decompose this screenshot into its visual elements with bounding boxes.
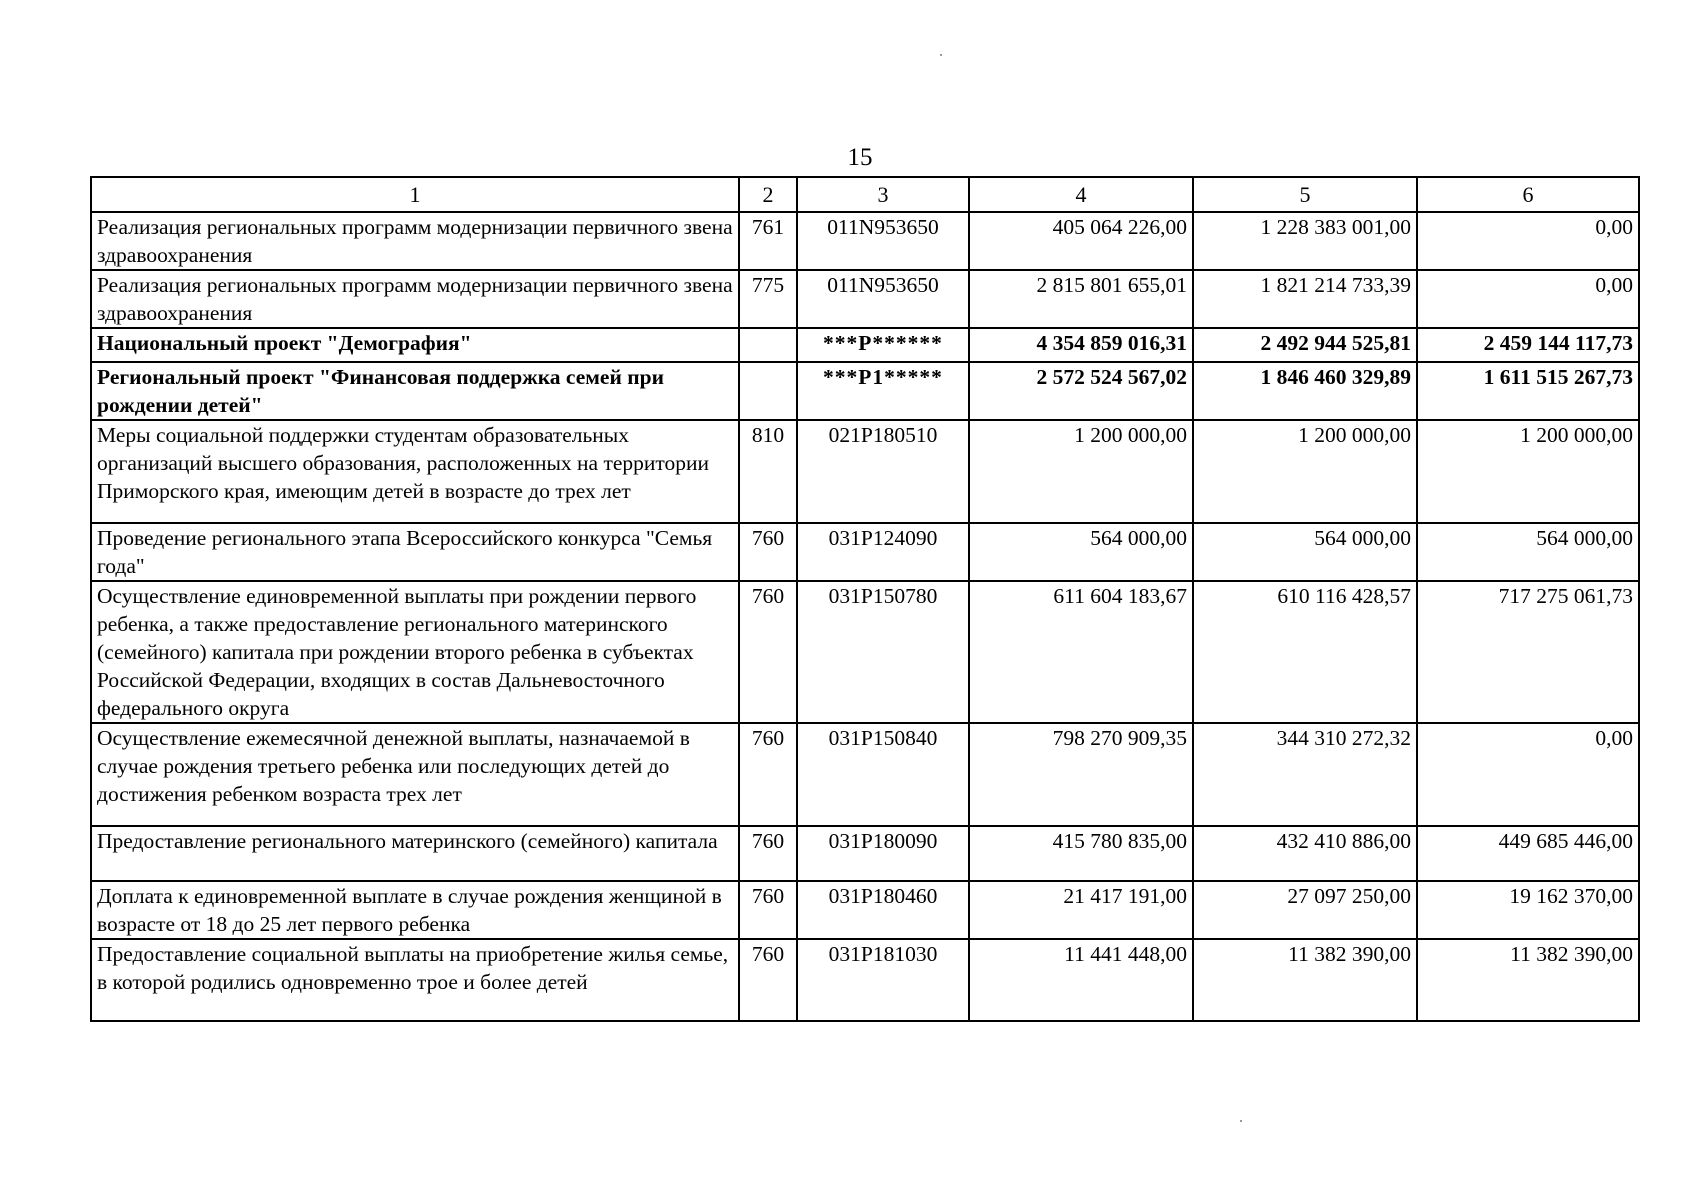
row-name-cell: Реализация региональных программ модернизации первичного звена здравоохранения	[91, 270, 739, 328]
row-amount-col6-cell: 449 685 446,00	[1417, 826, 1639, 881]
page-number: 15	[847, 144, 873, 171]
row-amount-col6-cell: 11 382 390,00	[1417, 939, 1639, 1021]
row-amount-col4-cell: 4 354 859 016,31	[969, 328, 1193, 362]
table-row	[91, 212, 1639, 270]
row-amount-col6-cell: 1 611 515 267,73	[1417, 362, 1639, 420]
row-name-cell: Предоставление регионального материнского (семейного) капитала	[91, 826, 739, 881]
table-body	[91, 177, 1639, 1021]
row-name-cell: Региональный проект "Финансовая поддержка семей при рождении детей"	[91, 362, 739, 420]
table-row	[91, 270, 1639, 328]
row-target-code-cell: 031P150780	[797, 581, 969, 723]
row-amount-col6-cell: 0,00	[1417, 270, 1639, 328]
row-amount-col5-cell: 27 097 250,00	[1193, 881, 1417, 939]
column-header-3: 3	[797, 177, 969, 212]
row-amount-col4-cell: 611 604 183,67	[969, 581, 1193, 723]
column-header-4: 4	[969, 177, 1193, 212]
row-name-cell: Предоставление социальной выплаты на приобретение жилья семье, в которой родились одновременно трое и более детей	[91, 939, 739, 1021]
row-name-cell: Меры социальной поддержки студентам образовательных организаций высшего образования, расположенных на территории Приморского края, имеющим детей в возрасте до трех лет	[91, 420, 739, 523]
row-amount-col5-cell: 1 846 460 329,89	[1193, 362, 1417, 420]
column-header-2: 2	[739, 177, 797, 212]
row-target-code-cell: 031P181030	[797, 939, 969, 1021]
table-row	[91, 826, 1639, 881]
table-row	[91, 328, 1639, 362]
row-target-code-cell: 011N953650	[797, 270, 969, 328]
column-header-6: 6	[1417, 177, 1639, 212]
table-row	[91, 523, 1639, 581]
scan-speck	[1240, 1120, 1242, 1122]
row-org-code-cell: 775	[739, 270, 797, 328]
row-org-code-cell: 760	[739, 523, 797, 581]
row-name-cell: Доплата к единовременной выплате в случае рождения женщиной в возрасте от 18 до 25 лет первого ребенка	[91, 881, 739, 939]
row-org-code-cell: 761	[739, 212, 797, 270]
table-row	[91, 420, 1639, 523]
row-amount-col6-cell: 564 000,00	[1417, 523, 1639, 581]
row-amount-col4-cell: 11 441 448,00	[969, 939, 1193, 1021]
row-org-code-cell: 760	[739, 939, 797, 1021]
row-amount-col5-cell: 432 410 886,00	[1193, 826, 1417, 881]
row-amount-col4-cell: 2 572 524 567,02	[969, 362, 1193, 420]
column-header-5: 5	[1193, 177, 1417, 212]
row-amount-col6-cell: 0,00	[1417, 723, 1639, 826]
row-org-code-cell	[739, 328, 797, 362]
table-row	[91, 581, 1639, 723]
scan-speck	[940, 54, 942, 56]
row-amount-col5-cell: 1 228 383 001,00	[1193, 212, 1417, 270]
row-amount-col5-cell: 1 821 214 733,39	[1193, 270, 1417, 328]
row-org-code-cell: 760	[739, 581, 797, 723]
row-amount-col6-cell: 1 200 000,00	[1417, 420, 1639, 523]
row-amount-col5-cell: 1 200 000,00	[1193, 420, 1417, 523]
row-amount-col4-cell: 21 417 191,00	[969, 881, 1193, 939]
row-amount-col6-cell: 2 459 144 117,73	[1417, 328, 1639, 362]
row-org-code-cell: 760	[739, 723, 797, 826]
row-name-cell: Национальный проект "Демография"	[91, 328, 739, 362]
row-target-code-cell: 031P180460	[797, 881, 969, 939]
row-amount-col6-cell: 717 275 061,73	[1417, 581, 1639, 723]
row-name-cell: Осуществление ежемесячной денежной выплаты, назначаемой в случае рождения третьего ребенка или последующих детей до достижения ребенком возраста трех лет	[91, 723, 739, 826]
row-amount-col5-cell: 564 000,00	[1193, 523, 1417, 581]
row-amount-col4-cell: 2 815 801 655,01	[969, 270, 1193, 328]
table-row	[91, 362, 1639, 420]
row-amount-col6-cell: 19 162 370,00	[1417, 881, 1639, 939]
row-name-cell: Реализация региональных программ модернизации первичного звена здравоохранения	[91, 212, 739, 270]
row-name-cell: Проведение регионального этапа Всероссийского конкурса "Семья года"	[91, 523, 739, 581]
row-amount-col4-cell: 798 270 909,35	[969, 723, 1193, 826]
row-org-code-cell	[739, 362, 797, 420]
row-amount-col5-cell: 610 116 428,57	[1193, 581, 1417, 723]
row-amount-col5-cell: 11 382 390,00	[1193, 939, 1417, 1021]
row-amount-col5-cell: 2 492 944 525,81	[1193, 328, 1417, 362]
row-amount-col4-cell: 405 064 226,00	[969, 212, 1193, 270]
row-amount-col4-cell: 564 000,00	[969, 523, 1193, 581]
row-target-code-cell: 021P180510	[797, 420, 969, 523]
row-amount-col4-cell: 1 200 000,00	[969, 420, 1193, 523]
row-target-code-cell: 011N953650	[797, 212, 969, 270]
row-amount-col4-cell: 415 780 835,00	[969, 826, 1193, 881]
row-org-code-cell: 810	[739, 420, 797, 523]
row-target-code-cell: 031P180090	[797, 826, 969, 881]
table-row	[91, 723, 1639, 826]
header-row	[91, 177, 1639, 212]
row-amount-col5-cell: 344 310 272,32	[1193, 723, 1417, 826]
row-target-code-cell: 031P150840	[797, 723, 969, 826]
table-row	[91, 939, 1639, 1021]
row-target-code-cell: 031P124090	[797, 523, 969, 581]
row-target-code-cell: ***P1*****	[797, 362, 969, 420]
row-amount-col6-cell: 0,00	[1417, 212, 1639, 270]
row-org-code-cell: 760	[739, 881, 797, 939]
row-org-code-cell: 760	[739, 826, 797, 881]
budget-table	[90, 176, 1640, 1022]
row-name-cell: Осуществление единовременной выплаты при рождении первого ребенка, а также предоставление регионального материнского (семейного) капитала при рождении второго ребенка в субъектах Российской Федерации, входящих в состав Дальневосточного федерального округа	[91, 581, 739, 723]
row-target-code-cell: ***P******	[797, 328, 969, 362]
table-row	[91, 881, 1639, 939]
column-header-1: 1	[91, 177, 739, 212]
